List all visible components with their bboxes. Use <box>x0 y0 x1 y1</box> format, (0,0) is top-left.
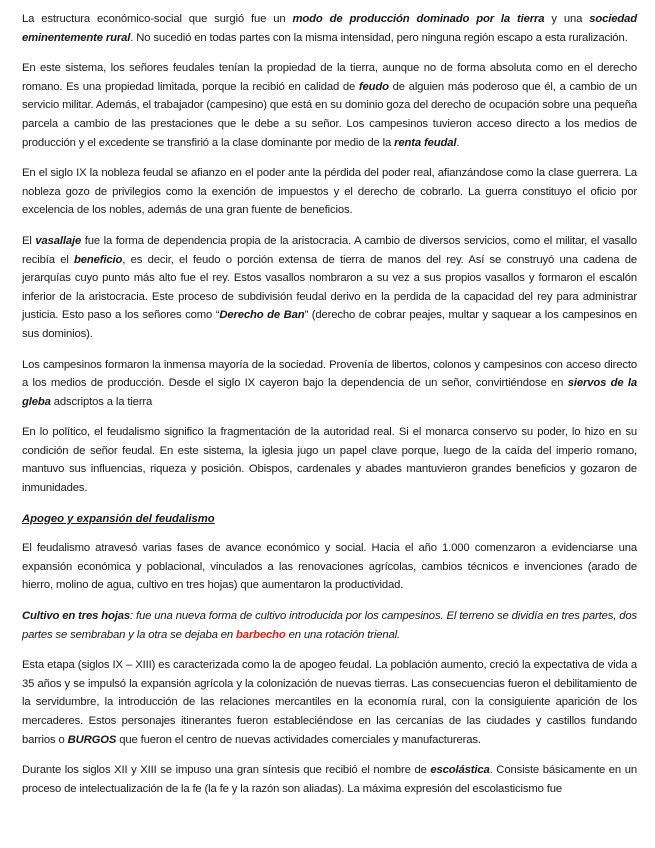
text: En este sistema, los señores feudales tenían la propiedad de la tierra, aunque no de forma absoluta como en el derecho romano. Es una propiedad limitada, porque la recibió en calidad de <box>22 62 637 93</box>
emphasis: siervos de la gleba <box>22 377 637 408</box>
highlight-term: barbecho <box>235 628 286 641</box>
text: Los campesinos formaron la inmensa mayoría de la sociedad. Provenía de libertos, colonos y campesinos con acceso directo a los medios de producción. Desde el siglo IX cayeron bajo la dependencia de un señor, convirtiéndose en <box>22 358 637 390</box>
paragraph-3: En el siglo IX la nobleza feudal se afianzo en el poder ante la pérdida del poder real, afianzándose como la clase guerrera. La nobleza gozo de privilegios como la exención de impuestos y el derecho de cobrarlo. La guerra constituyo el oficio por excelencia de los nobles, además de una gran fuente de beneficios. <box>22 167 637 217</box>
emphasis: modo de producción dominado por la tierra <box>292 13 545 25</box>
emphasis: Cultivo en tres hojas <box>22 610 131 623</box>
text: : fue una nueva forma de cultivo introducida por los campesinos. El terreno se dividía en tres partes, dos partes se sembraban y la otra se dejaba en <box>22 610 637 641</box>
text: Esta etapa (siglos IX – XIII) es caracterizada como la de apogeo feudal. La población aumento, creció la expectativa de vida a 35 años y se impulsó la expansión agrícola y la colonización de nuevas tierras. Las consecuencias fueron el debilitamiento de la servidumbre, la introducción de las relaciones mercantiles en la economía rural, con la consiguiente aparición de los mercaderes. Estos personajes itinerantes fueron estableciéndose en las cercanías de las ciudades y castillos fundando barrios o <box>22 659 637 746</box>
paragraph-4 <box>22 232 637 344</box>
paragraph-10 <box>22 761 637 798</box>
text: . Consiste básicamente en un proceso de intelectualización de la fe (la fe y la razón son aliadas). La máxima expresión del escolasticismo fue <box>22 764 637 795</box>
paragraph-5 <box>22 356 637 412</box>
text: fue la forma de dependencia propia de la aristocracia. A cambio de diversos servicios, como el militar, el vasallo recibía el <box>22 234 637 266</box>
paragraph-2 <box>22 59 637 152</box>
text: adscriptos a la tierra <box>50 395 153 408</box>
text: de alguien más poderoso que él, a cambio de un servicio militar. Además, el trabajador (campesino) que está en su dominio goza del derecho de ocupación sobre una pequeña parcela a cambio de las prestaciones que le debe a su señor. Los campesinos tuvieron acceso directo a los medios de producción y el excedente se transfirió a la clase dominante por medio de la <box>22 80 637 149</box>
text: . No sucedió en todas partes con la misma intensidad, pero ninguna región escapo a esta ruralización. <box>130 31 628 44</box>
document-page <box>22 10 637 810</box>
text: en una rotación trienal. <box>285 628 400 641</box>
text: . <box>456 136 460 149</box>
text: La estructura económico-social que surgió fue un <box>22 13 293 25</box>
paragraph-7: El feudalismo atravesó varias fases de avance económico y social. Hacia el año 1.000 comenzaron a evidenciarse una expansión económica y poblacional, vinculados a las renovaciones agrícolas, cambios técnicos e invenciones (arado de hierro, molino de agua, cultivo en tres hojas) que aumentaron la productividad. <box>22 542 637 592</box>
text: ” (derecho de cobrar peajes, multar y saquear a los campesinos en sus dominios). <box>22 309 637 340</box>
paragraph-6: En lo político, el feudalismo significo la fragmentación de la autoridad real. Si el monarca conservo su poder, lo hizo en su condición de señor feudal. En este sistema, la iglesia jugo un papel clave porque, luego de la caída del imperio romano, mantuvo sus influencias, riqueza y posición. Obispos, cardenales y abades mantuvieron grandes beneficios y gozaron de inmunidades. <box>22 426 637 495</box>
emphasis: vasallaje <box>35 234 82 247</box>
emphasis: feudo <box>358 80 389 93</box>
paragraph-1 <box>22 10 637 47</box>
emphasis: beneficio <box>74 253 123 266</box>
section-heading: Apogeo y expansión del feudalismo <box>22 512 215 525</box>
emphasis: renta feudal <box>394 136 457 149</box>
emphasis: BURGOS <box>67 733 117 746</box>
paragraph-9 <box>22 656 637 749</box>
paragraph-8 <box>22 607 637 644</box>
text: El <box>22 234 36 247</box>
text: Durante los siglos XII y XIII se impuso una gran síntesis que recibió el nombre de <box>22 764 431 777</box>
emphasis: escolástica <box>430 764 490 777</box>
text: y una <box>544 13 590 25</box>
emphasis: sociedad eminentemente rural <box>22 13 637 44</box>
text: que fueron el centro de nuevas actividades comerciales y manufactureras. <box>116 733 481 746</box>
emphasis: Derecho de Ban <box>219 309 305 322</box>
text: , es decir, el feudo o porción extensa de tierra de manos del rey. Así se construyó una cadena de jerarquías cuyo punto más alto fue el rey. Estos vasallos nombraron a su vez a sus propios vasallos y formaron el escalón inferior de la aristocracia. Este proceso de subdivisión feudal derivo en la perdida de la capacidad del rey para administrar justicia. Esto paso a los señores como “ <box>22 253 638 322</box>
